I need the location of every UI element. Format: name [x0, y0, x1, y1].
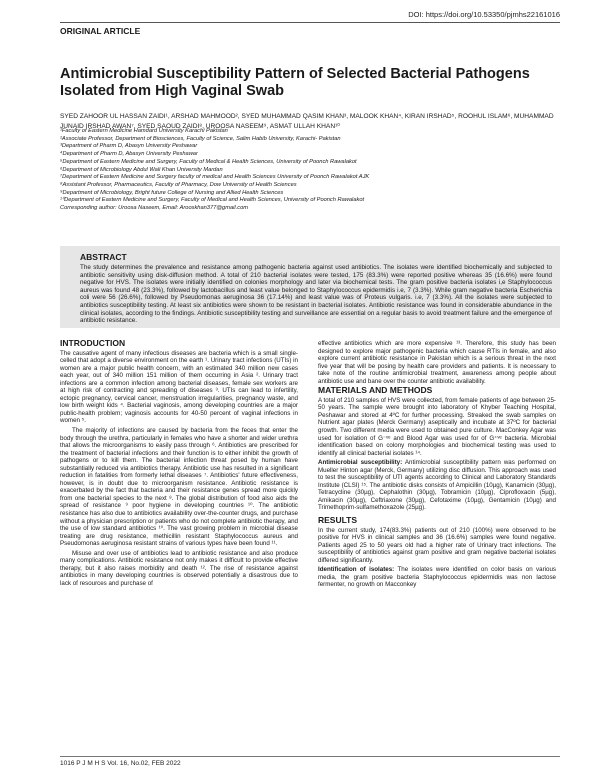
identification-paragraph: [318, 566, 556, 589]
affiliations: [60, 128, 560, 213]
header-rule: [60, 22, 560, 23]
affiliation: ⁶Department of Microbiology Abdul Wali Khan University Mardan: [60, 166, 223, 173]
article-type: ORIGINAL ARTICLE: [60, 26, 141, 36]
intro-paragraph: The majority of infections are caused by bacteria from the feces that enter the body through the urethra, particularly in females who have a shorter and wider urethra that allows the microorganisms to easily pass through ⁶. Antibiotics are prescribed for the treatment of bacterial infections and their function is to either inhibit the growth of pathogens or to kill them. The bacterial infection threat posed by human have substantially reduced via antibiotics therapy. Antibiotic use has resulted in a significant reduction in fatalities from formerly lethal diseases ⁷. Antibiotics' future effectiveness, however, is in doubt due to microorganism resistance. Antibiotic resistance is exacerbated by the fact that bacteria and their resistance genes spread more quickly from one bacterial species to the next ⁸. The global distribution of food also aids the spread of resistance ⁹ poor hygiene in developing countries ¹⁰. The antibiotic resistance has also due to antibiotics availability over-the-counter drugs, and purchase without a physician prescription or patients who do not complete antibiotic therapy, and the use of low standard antibiotics ¹⁰. The vast growing problem in microbial disease treating are drug resistance, methicillin resistant Staphylococcus aureus and Pseudomonas aeruginosa resistant strains of various types have been found ¹¹.: [60, 427, 298, 548]
introduction-heading: INTRODUCTION: [60, 338, 126, 348]
affiliation: ⁷Department of Eastern Medicine and Surgery faculty of medical and Health Sciences University of Poonch Rawalakot AJK: [60, 174, 370, 181]
intro-paragraph-continued: effective antibiotics which are more expensive ¹³. Therefore, this study has been designed to explore major pathogenic bacteria which cause RTIs in female, and also explore current antibiotic resistance in Pakistan which is a serious threat in the next five year that will be posing by health care providers and patients. It is necessary to take note of the routine antimicrobial treatment, awareness among people about antibiotic use and bane over the counter antibiotic availability.: [318, 340, 556, 385]
affiliation: ⁹Department of Microbiology, Bright future College of Nursing and Allied Health Sciences: [60, 189, 284, 196]
intro-paragraph: Misuse and over use of antibiotics lead to antibiotic resistance and also produce many complications. Antibiotic resistance not only makes it difficult to provide effective therapy, but it also raises morbidity and death ¹². The rise of resistance against antibiotics in many developing countries is observed potentially a disastrous due to lack of resources and purchase of: [60, 549, 298, 587]
footer-rule: [60, 756, 560, 757]
ast-label: Antimicrobial susceptibility:: [318, 459, 403, 467]
ast-text: Antimicrobial susceptibility pattern was performed on Mueller Hinton agar (Merck, Germany) utilizing disc diffusion. This approach was used to test the susceptibility of UTI agents according to Clinical and Laboratory Standards Institute (CLSI) ¹⁵. The antibiotic disks consists of Ampicillin (10µg), Kanamicin (30µg), Tetracycline (30µg), Cephalothin (30µg), Tobramicin (10µg), Ciprofloxacin (5µg), Amikacin (30µg), Ceftriaxone (30µg), Cefotaxime (10µg), Gentamicin (10µg) and Trimethoprim-sulfamethoxazole (25µg).: [318, 459, 557, 512]
ast-paragraph: [318, 459, 556, 512]
abstract-text: The study determines the prevalence and resistance among pathogenic bacteria against used antibiotics. The isolates were identified biochemically and subjected to antibiotic sensitivity using disk-diffusion method. A total of 210 bacterial isolates were tested, 175 (83.3%) were reported positive whereas 35 (16.6%) were found negative for HVS. The isolates were initially identified on colonies morphology and later via biochemical tests. The gram positive bacteria isolates i,e Staphylococcus aureus was found 48 (23.3%), followed by lactobacillus and least value belonged to Staphylococcus epidermidis i.e, 7 (3.3%). While gram negative bacteria Escherichia coli were 56 (26.6%), followed by Pseudomonas aeruginosa 36 (17.14%) and least value was of Proteus vulgaris. i.e, 7 (3.3%). All the isolates were subjected to antibiotics susceptibility testing. At least six antibiotics were shown to be resistant in bacterial isolates. Antibiotic resistance was found in considerable abundance in the clinical isolates, according to the findings. Antibiotic susceptibility testing and surveillance are essential on a regular basis to avoid treatment failure and the emergence of antibiotic resistance.: [80, 264, 552, 325]
identification-text: The isolates were identified on color basis on various media, the gram positive bacteria Staphylococcus epidermidis was non lactose fermenter, no growth on Macconkey: [318, 566, 557, 589]
affiliation: ³Department of Pharm D, Abasyn University Peshawar: [60, 143, 198, 150]
results-paragraph: In the current study, 174(83.3%) patients out of 210 (100%) were observed to be positive for HVS in clinical samples and 36 (16.6%) samples were found negative. Patients aged 25 to 50 years old had a higher rate of Urinary tract infections. The susceptibility of antibiotics against gram positive and gram negative bacterial isolates differed significantly.: [318, 526, 556, 564]
corresponding-author: Corresponding author: Uroosa Naseem, Email: Arooskhan377@gmail.com: [60, 205, 248, 212]
page-footer: 1016 P J M H S Vol. 16, No.02, FEB 2022: [60, 760, 181, 767]
affiliation: ¹⁰Department of Eastern Medicine and Surgery, Faculty of Medical and Health Sciences, University of Poonch Rawalakot: [60, 197, 365, 204]
methods-heading: MATERIALS AND METHODS: [318, 385, 433, 396]
identification-label: Identification of isolates:: [318, 566, 395, 574]
results-heading: RESULTS: [318, 515, 358, 526]
abstract-box: [60, 246, 560, 328]
affiliation: ⁴Department of Pharm D, Abasyn University Peshawar: [60, 151, 198, 158]
right-column: [318, 340, 556, 591]
affiliation: ²Associate Professor, Department of Biosciences, Faculty of Science, Salim Habib University, Karachi- Pakistan: [60, 135, 341, 142]
methods-paragraph: A total of 210 samples of HVS were collected, from female patients of age between 25-50 years. The sample were brought into laboratory of Khyber Teaching Hospital, Peshawar and stored at 4ºC for further processing. Streaked the swab samples on Nutrient agar plates (Merck Germany) aseptically and incubate at 37ºC for bacterial growth. Two different media were used to obtained pure culture. MacConkey Agar was used for isolation of G⁻ᵛᵉ and Blood Agar was used for of G⁺ᵛᵉ bacteria. Microbial identification based on colony morphologies and biochemical testing was used to identify all clinical bacterial isolates ¹⁴.: [318, 396, 556, 457]
left-column: [60, 340, 298, 590]
affiliation: ⁵Department of Eastern Medicine and Surgery, Faculty of Medical & Health Sciences, University of Poonch Rawalakot: [60, 158, 357, 165]
doi-link[interactable]: DOI: https://doi.org/10.53350/pjmhs22161016: [408, 10, 560, 19]
affiliation: ⁸Assistant Professor, Pharmaceutics, Faculty of Pharmacy, Dow University of Health Sciences: [60, 181, 297, 188]
intro-paragraph: The causative agent of many infectious diseases are bacteria which is a small single-celled that adopt a diverse environment on the earth ¹. Urinary tract infections (UTIs) in women are a major public health concern, with an estimated 340 million new cases each year, out of 340 million 151 million of them occurring in Asia ². Urinary tract infections are a common infection among bacterial diseases, female sex workers are at high risk of contracting and spreading of diseases ³. UTIs can lead to infertility, ectopic pregnancy, cervical cancer, menstruation irregularities, pregnancy waste, and low birth weight kids ⁴. Bacterial vaginosis, among developing countries are a major public-health problem; vaginosis accounts for 40-50 percent of vaginal infections in women ⁵.: [60, 349, 298, 425]
abstract-heading: ABSTRACT: [80, 252, 127, 262]
affiliation: ¹Faculty of Eastern Medicine Hamdard University Karachi Pakistan: [60, 128, 228, 134]
author-list: SYED ZAHOOR UL HASSAN ZAIDI¹, ARSHAD MAHMOOD², SYED MUHAMMAD QASIM KHAN³, MALOOK KHAN⁴, KIRAN IRSHAD⁵, ROOHUL ISLAM⁶, MUHAMMAD JUNAID IRSHAD AWAN⁷, SYED SAOUD ZAIDI⁸, UROOSA NASEEM⁹, ASMAT ULLAH KHAN¹⁰: [60, 113, 554, 130]
paper-title: Antimicrobial Susceptibility Pattern of Selected Bacterial Pathogens Isolated from High Vaginal Swab: [60, 66, 530, 99]
